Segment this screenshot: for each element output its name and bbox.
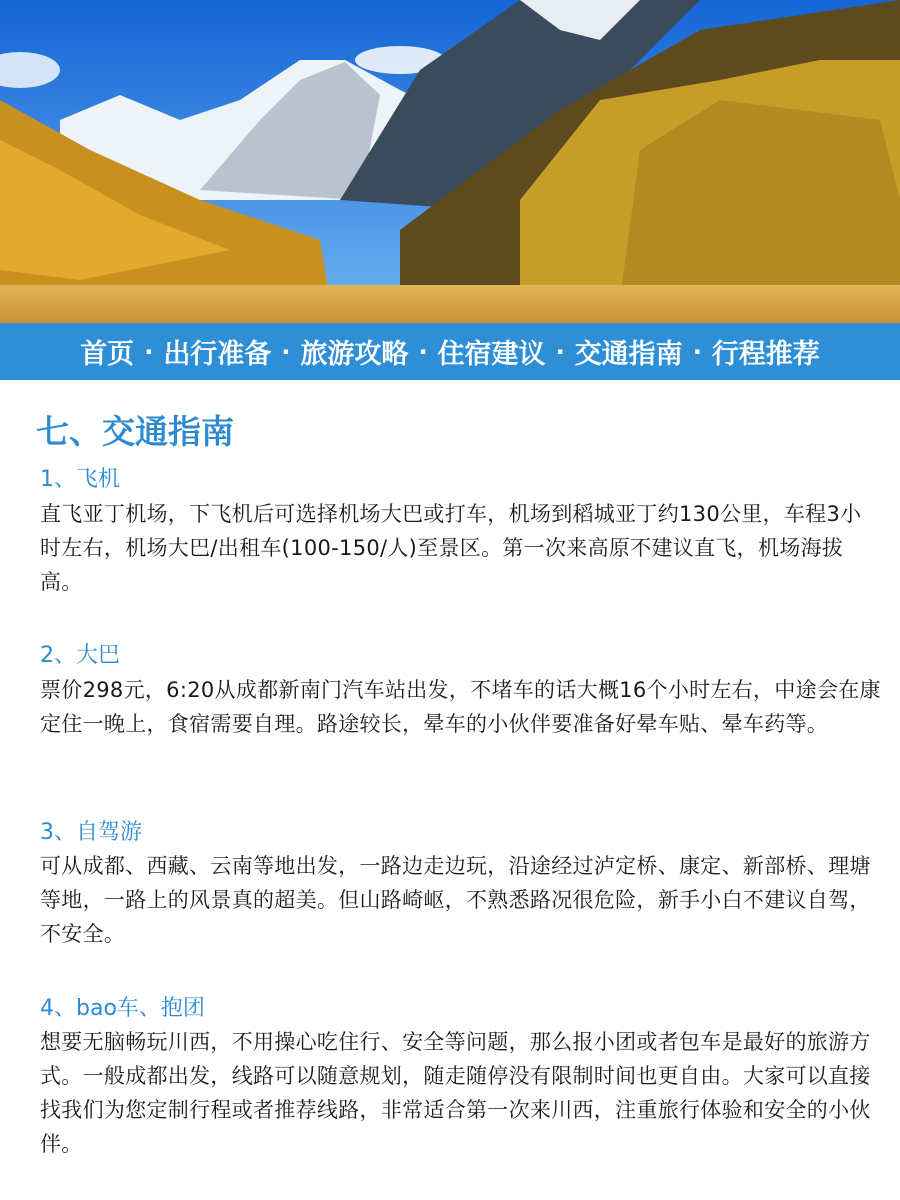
nav-separator: · xyxy=(555,337,565,366)
subheading-plane: 1、飞机 xyxy=(40,467,120,492)
nav-item-itinerary[interactable]: 行程推荐 xyxy=(711,339,820,370)
section-title: 七、交通指南 xyxy=(36,412,234,451)
nav-separator: · xyxy=(692,337,702,366)
subheading-self-drive: 3、自驾游 xyxy=(40,820,142,845)
subheading-charter: 4、bao车、抱团 xyxy=(40,996,205,1021)
paragraph-plane: 直飞亚丁机场，下飞机后可选择机场大巴或打车，机场到稻城亚丁约130公里，车程3小时左右，机场大巴/出租车(100-150/人)至景区。第一次来高原不建议直飞，机场海拔高。 xyxy=(40,502,862,594)
paragraph-bus: 票价298元，6:20从成都新南门汽车站出发，不堵车的话大概16个小时左右，中途会在康定住一晚上，食宿需要自理。路途较长，晕车的小伙伴要准备好晕车贴、晕车药等。 xyxy=(40,678,881,736)
nav-item-travel-prep[interactable]: 出行准备 xyxy=(163,339,272,370)
nav-item-lodging[interactable]: 住宿建议 xyxy=(437,339,546,370)
nav-item-home[interactable]: 首页 xyxy=(80,339,135,370)
nav-item-transport[interactable]: 交通指南 xyxy=(574,339,683,370)
nav-separator: · xyxy=(144,337,154,366)
subheading-bus: 2、大巴 xyxy=(40,643,120,668)
nav-item-travel-guide[interactable]: 旅游攻略 xyxy=(300,339,409,370)
hero-landscape-illustration xyxy=(0,0,900,323)
nav-separator: · xyxy=(281,337,291,366)
nav-separator: · xyxy=(418,337,428,366)
paragraph-self-drive: 可从成都、西藏、云南等地出发，一路边走边玩，沿途经过泸定桥、康定、新部桥、理塘等地，一路上的风景真的超美。但山路崎岖，不熟悉路况很危险，新手小白不建议自驾，不安全。 xyxy=(40,854,871,946)
hero-mountain-photo xyxy=(0,0,900,323)
top-navigation-bar xyxy=(0,323,900,380)
paragraph-charter: 想要无脑畅玩川西，不用操心吃住行、安全等问题，那么报小团或者包车是最好的旅游方式。一般成都出发，线路可以随意规划，随走随停没有限制时间也更自由。大家可以直接找我们为您定制行程或者推荐线路，非常适合第一次来川西，注重旅行体验和安全的小伙伴。 xyxy=(40,1030,871,1156)
